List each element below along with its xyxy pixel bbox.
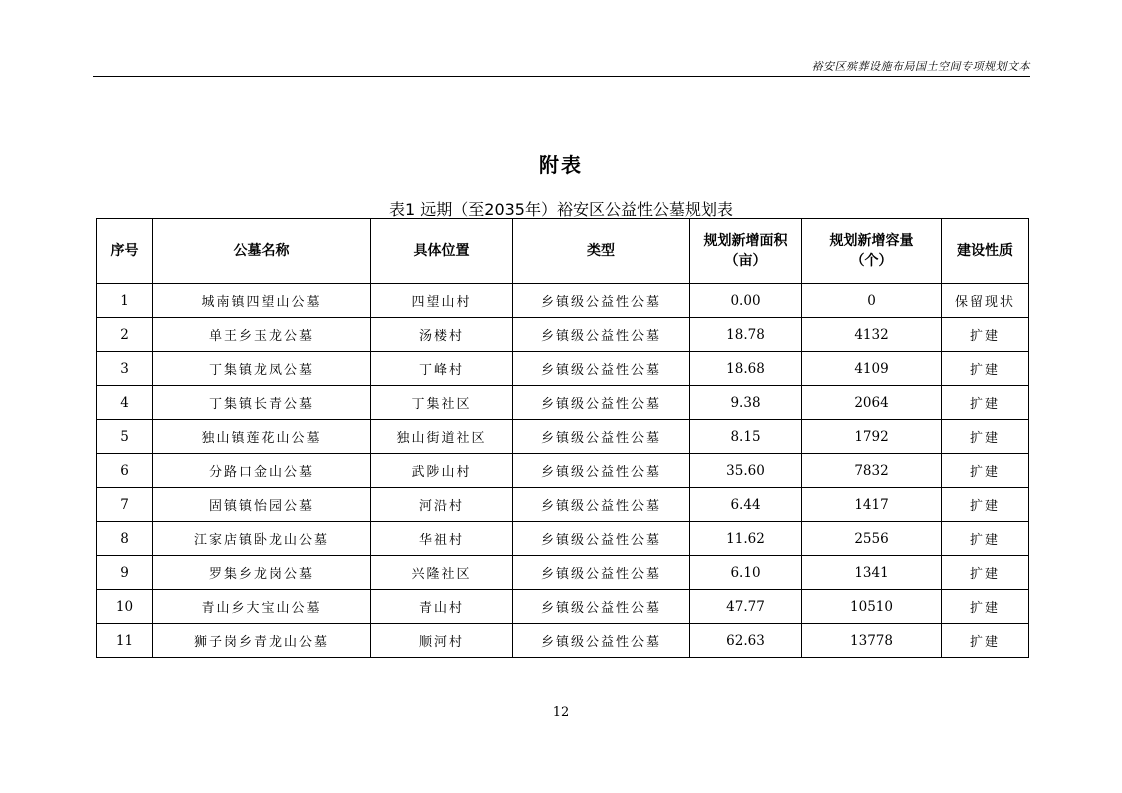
area-cell: 35.60 (690, 454, 802, 488)
page-number: 12 (552, 705, 570, 720)
cemetery-name-cell: 江家店镇卧龙山公墓 (153, 522, 371, 556)
serial-cell: 4 (97, 386, 153, 420)
running-header: 裕安区殡葬设施布局国土空间专项规划文本 (811, 60, 1030, 73)
capacity-cell: 4109 (802, 352, 942, 386)
cemetery-name-cell: 罗集乡龙岗公墓 (153, 556, 371, 590)
construction-nature-cell: 扩建 (942, 556, 1029, 590)
capacity-cell: 4132 (802, 318, 942, 352)
cemetery-name-cell: 丁集镇龙凤公墓 (153, 352, 371, 386)
table-row (97, 386, 1029, 420)
type-cell: 乡镇级公益性公墓 (513, 488, 690, 522)
cemetery-name-cell: 狮子岗乡青龙山公墓 (153, 624, 371, 658)
serial-cell: 7 (97, 488, 153, 522)
area-cell: 47.77 (690, 590, 802, 624)
type-cell: 乡镇级公益性公墓 (513, 420, 690, 454)
location-cell: 华祖村 (371, 522, 513, 556)
cemetery-name-cell: 丁集镇长青公墓 (153, 386, 371, 420)
col-name-header (153, 219, 371, 284)
area-cell: 6.44 (690, 488, 802, 522)
col-serial-header (97, 219, 153, 284)
cemetery-name-cell: 单王乡玉龙公墓 (153, 318, 371, 352)
capacity-cell: 1417 (802, 488, 942, 522)
table-caption: 表1 远期（至2035年）裕安区公益性公墓规划表 (389, 200, 733, 219)
type-cell: 乡镇级公益性公墓 (513, 454, 690, 488)
type-cell: 乡镇级公益性公墓 (513, 352, 690, 386)
construction-nature-cell: 扩建 (942, 352, 1029, 386)
capacity-cell: 2556 (802, 522, 942, 556)
type-cell: 乡镇级公益性公墓 (513, 556, 690, 590)
capacity-cell: 10510 (802, 590, 942, 624)
serial-cell: 10 (97, 590, 153, 624)
location-cell: 汤楼村 (371, 318, 513, 352)
construction-nature-cell: 扩建 (942, 420, 1029, 454)
area-cell: 18.68 (690, 352, 802, 386)
capacity-cell: 0 (802, 284, 942, 318)
type-cell: 乡镇级公益性公墓 (513, 318, 690, 352)
table-row (97, 624, 1029, 658)
construction-nature-cell: 扩建 (942, 522, 1029, 556)
area-cell: 6.10 (690, 556, 802, 590)
capacity-cell: 7832 (802, 454, 942, 488)
col-nature-header (942, 219, 1029, 284)
table-row (97, 420, 1029, 454)
construction-nature-cell: 扩建 (942, 590, 1029, 624)
table-row (97, 284, 1029, 318)
appendix-heading: 附表 (539, 153, 583, 177)
table-row (97, 454, 1029, 488)
type-cell: 乡镇级公益性公墓 (513, 522, 690, 556)
column-header-line: 公墓名称 (233, 243, 290, 259)
col-type-header (513, 219, 690, 284)
type-cell: 乡镇级公益性公墓 (513, 590, 690, 624)
capacity-cell: 1792 (802, 420, 942, 454)
cemetery-name-cell: 固镇镇怡园公墓 (153, 488, 371, 522)
column-header-line: （亩） (724, 253, 767, 269)
col-capacity-header (802, 219, 942, 284)
type-cell: 乡镇级公益性公墓 (513, 284, 690, 318)
capacity-cell: 2064 (802, 386, 942, 420)
serial-cell: 6 (97, 454, 153, 488)
table-row (97, 556, 1029, 590)
area-cell: 9.38 (690, 386, 802, 420)
area-cell: 0.00 (690, 284, 802, 318)
location-cell: 顺河村 (371, 624, 513, 658)
column-header-line: 类型 (587, 243, 615, 259)
serial-cell: 3 (97, 352, 153, 386)
location-cell: 青山村 (371, 590, 513, 624)
table-row (97, 352, 1029, 386)
table-row (97, 488, 1029, 522)
area-cell: 18.78 (690, 318, 802, 352)
table-row (97, 522, 1029, 556)
column-header-line: 建设性质 (957, 243, 1013, 259)
col-location-header (371, 219, 513, 284)
capacity-cell: 1341 (802, 556, 942, 590)
type-cell: 乡镇级公益性公墓 (513, 624, 690, 658)
area-cell: 62.63 (690, 624, 802, 658)
column-header-line: 规划新增容量 (829, 233, 914, 249)
cemetery-name-cell: 城南镇四望山公墓 (153, 284, 371, 318)
capacity-cell: 13778 (802, 624, 942, 658)
table-header-row (97, 219, 1029, 284)
column-header-line: 规划新增面积 (703, 233, 788, 249)
construction-nature-cell: 保留现状 (942, 284, 1029, 318)
construction-nature-cell: 扩建 (942, 386, 1029, 420)
column-header-line: 序号 (110, 243, 139, 259)
serial-cell: 5 (97, 420, 153, 454)
table-row (97, 318, 1029, 352)
type-cell: 乡镇级公益性公墓 (513, 386, 690, 420)
construction-nature-cell: 扩建 (942, 488, 1029, 522)
location-cell: 四望山村 (371, 284, 513, 318)
location-cell: 武陟山村 (371, 454, 513, 488)
area-cell: 8.15 (690, 420, 802, 454)
cemetery-name-cell: 独山镇莲花山公墓 (153, 420, 371, 454)
header-divider (93, 76, 1030, 77)
serial-cell: 2 (97, 318, 153, 352)
cemetery-name-cell: 分路口金山公墓 (153, 454, 371, 488)
construction-nature-cell: 扩建 (942, 318, 1029, 352)
location-cell: 兴隆社区 (371, 556, 513, 590)
serial-cell: 9 (97, 556, 153, 590)
table-body (97, 284, 1029, 658)
serial-cell: 8 (97, 522, 153, 556)
serial-cell: 1 (97, 284, 153, 318)
location-cell: 丁集社区 (371, 386, 513, 420)
location-cell: 河沿村 (371, 488, 513, 522)
construction-nature-cell: 扩建 (942, 454, 1029, 488)
location-cell: 丁峰村 (371, 352, 513, 386)
serial-cell: 11 (97, 624, 153, 658)
column-header-line: 具体位置 (413, 243, 470, 259)
column-header-line: （个） (850, 253, 893, 269)
table-row (97, 590, 1029, 624)
cemetery-plan-table (96, 218, 1029, 658)
construction-nature-cell: 扩建 (942, 624, 1029, 658)
col-area-header (690, 219, 802, 284)
area-cell: 11.62 (690, 522, 802, 556)
location-cell: 独山街道社区 (371, 420, 513, 454)
cemetery-name-cell: 青山乡大宝山公墓 (153, 590, 371, 624)
